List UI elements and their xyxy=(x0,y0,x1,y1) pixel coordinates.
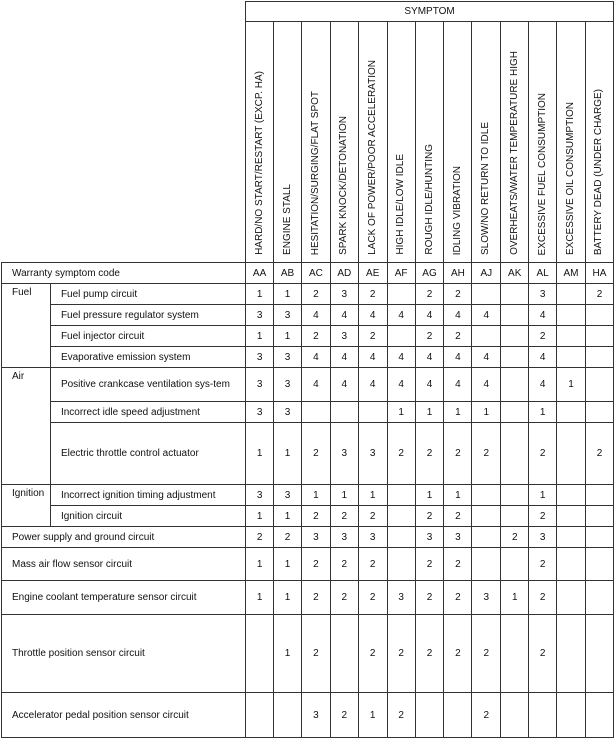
cell: 2 xyxy=(529,506,557,527)
cell xyxy=(501,506,529,527)
cell: 4 xyxy=(415,368,444,402)
row-item: Incorrect idle speed adjustment xyxy=(50,402,245,423)
cell: 1 xyxy=(444,402,472,423)
cell: 2 xyxy=(415,548,444,581)
table-row xyxy=(2,347,614,368)
cell: 2 xyxy=(529,326,557,347)
cell xyxy=(301,402,330,423)
symptom-title: SYMPTOM xyxy=(246,2,614,22)
cell xyxy=(501,305,529,326)
cell: 2 xyxy=(444,423,472,485)
cell: 4 xyxy=(330,368,358,402)
cell xyxy=(472,326,501,347)
cell xyxy=(557,347,586,368)
cell xyxy=(557,693,586,738)
cell xyxy=(330,615,358,693)
cell xyxy=(501,284,529,305)
row-item: Incorrect ignition timing adjustment xyxy=(50,485,245,506)
cell: 3 xyxy=(301,527,330,548)
cell: 2 xyxy=(444,326,472,347)
cell xyxy=(585,402,613,423)
cell: 3 xyxy=(472,581,501,615)
cell: 1 xyxy=(358,693,387,738)
symptom-name-ac: HESITATION/SURGING/FLAT SPOT xyxy=(301,22,330,263)
cell: 4 xyxy=(472,305,501,326)
cell xyxy=(557,506,586,527)
row-item: Fuel injector circuit xyxy=(50,326,245,347)
code-ac: AC xyxy=(301,263,330,284)
cell: 1 xyxy=(415,402,444,423)
code-ah: AH xyxy=(444,263,472,284)
cell: 3 xyxy=(246,485,274,506)
cell xyxy=(585,615,613,693)
table-row xyxy=(2,402,614,423)
cell xyxy=(585,527,613,548)
cell: 1 xyxy=(387,402,415,423)
cell xyxy=(585,506,613,527)
cell: 3 xyxy=(330,284,358,305)
category-air: Air xyxy=(2,368,51,485)
symptom-name-al: EXCESSIVE FUEL CONSUMPTION xyxy=(529,22,557,263)
cell xyxy=(585,347,613,368)
row-item: Fuel pump circuit xyxy=(50,284,245,305)
cell: 2 xyxy=(301,615,330,693)
row-item: Accelerator pedal position sensor circuit xyxy=(2,693,246,738)
cell: 2 xyxy=(472,693,501,738)
cell: 4 xyxy=(415,347,444,368)
cell: 1 xyxy=(246,581,274,615)
symptom-name-ab: ENGINE STALL xyxy=(274,22,302,263)
cell xyxy=(358,402,387,423)
cell xyxy=(585,326,613,347)
cell: 2 xyxy=(444,615,472,693)
cell: 4 xyxy=(358,347,387,368)
cell xyxy=(501,402,529,423)
row-item: Power supply and ground circuit xyxy=(2,527,246,548)
cell: 2 xyxy=(501,527,529,548)
cell: 2 xyxy=(585,423,613,485)
code-ab: AB xyxy=(274,263,302,284)
cell: 3 xyxy=(529,284,557,305)
symptom-name-aj: SLOW/NO RETURN TO IDLE xyxy=(472,22,501,263)
cell: 2 xyxy=(415,326,444,347)
row-item: Mass air flow sensor circuit xyxy=(2,548,246,581)
cell: 1 xyxy=(246,284,274,305)
cell: 1 xyxy=(557,368,586,402)
row-item: Engine coolant temperature sensor circuit xyxy=(2,581,246,615)
cell xyxy=(557,402,586,423)
cell xyxy=(472,284,501,305)
cell: 3 xyxy=(274,402,302,423)
cell: 2 xyxy=(301,581,330,615)
cell xyxy=(501,347,529,368)
cell: 2 xyxy=(358,581,387,615)
code-ak: AK xyxy=(501,263,529,284)
cell xyxy=(472,548,501,581)
cell: 1 xyxy=(246,548,274,581)
cell: 4 xyxy=(387,368,415,402)
symptom-name-ae: LACK OF POWER/POOR ACCELERATION xyxy=(358,22,387,263)
cell: 4 xyxy=(472,368,501,402)
cell: 3 xyxy=(358,423,387,485)
cell: 2 xyxy=(274,527,302,548)
cell xyxy=(557,581,586,615)
table-row xyxy=(2,615,614,693)
cell xyxy=(557,305,586,326)
cell xyxy=(330,402,358,423)
cell: 1 xyxy=(358,485,387,506)
header-corner xyxy=(2,2,246,263)
code-am: AM xyxy=(557,263,586,284)
symptom-name-ha: BATTERY DEAD (UNDER CHARGE) xyxy=(585,22,613,263)
cell xyxy=(387,326,415,347)
cell: 1 xyxy=(274,548,302,581)
code-aa: AA xyxy=(246,263,274,284)
cell: 3 xyxy=(301,693,330,738)
cell xyxy=(501,368,529,402)
cell: 2 xyxy=(529,548,557,581)
cell xyxy=(246,615,274,693)
symptom-name-aa: HARD/NO START/RESTART (EXCP. HA) xyxy=(246,22,274,263)
cell: 4 xyxy=(301,347,330,368)
cell: 2 xyxy=(444,581,472,615)
cell: 4 xyxy=(444,347,472,368)
cell xyxy=(501,485,529,506)
cell: 1 xyxy=(274,615,302,693)
cell: 2 xyxy=(301,548,330,581)
symptom-table xyxy=(1,1,614,738)
cell xyxy=(585,485,613,506)
cell: 4 xyxy=(387,347,415,368)
table-row xyxy=(2,368,614,402)
cell: 2 xyxy=(301,326,330,347)
row-item: Electric throttle control actuator xyxy=(50,423,245,485)
cell: 3 xyxy=(330,423,358,485)
cell: 1 xyxy=(246,423,274,485)
cell xyxy=(472,485,501,506)
cell: 4 xyxy=(529,347,557,368)
symptom-title-row xyxy=(2,2,614,22)
cell: 2 xyxy=(358,615,387,693)
cell: 4 xyxy=(330,347,358,368)
cell: 2 xyxy=(358,506,387,527)
category-ignition: Ignition xyxy=(2,485,51,527)
cell: 2 xyxy=(387,615,415,693)
cell xyxy=(557,527,586,548)
cell: 4 xyxy=(529,368,557,402)
cell: 2 xyxy=(415,581,444,615)
table-row xyxy=(2,305,614,326)
cell: 1 xyxy=(246,326,274,347)
cell: 4 xyxy=(444,305,472,326)
cell: 4 xyxy=(301,368,330,402)
cell: 1 xyxy=(274,326,302,347)
cell xyxy=(387,284,415,305)
cell: 3 xyxy=(246,305,274,326)
cell: 1 xyxy=(301,485,330,506)
cell: 1 xyxy=(274,284,302,305)
cell xyxy=(501,615,529,693)
cell: 1 xyxy=(274,506,302,527)
cell xyxy=(501,326,529,347)
cell: 2 xyxy=(358,326,387,347)
cell: 2 xyxy=(444,284,472,305)
symptom-name-ag: ROUGH IDLE/HUNTING xyxy=(415,22,444,263)
cell xyxy=(585,548,613,581)
cell: 4 xyxy=(529,305,557,326)
cell: 3 xyxy=(246,347,274,368)
cell xyxy=(585,693,613,738)
cell: 3 xyxy=(246,402,274,423)
table-row xyxy=(2,548,614,581)
cell xyxy=(557,615,586,693)
cell: 2 xyxy=(472,423,501,485)
cell: 2 xyxy=(330,548,358,581)
row-item: Throttle position sensor circuit xyxy=(2,615,246,693)
cell xyxy=(501,423,529,485)
cell: 2 xyxy=(585,284,613,305)
cell xyxy=(387,506,415,527)
cell: 2 xyxy=(358,548,387,581)
table-row xyxy=(2,581,614,615)
cell: 3 xyxy=(444,527,472,548)
cell: 4 xyxy=(358,305,387,326)
symptom-name-ah: IDLING VIBRATION xyxy=(444,22,472,263)
cell xyxy=(557,326,586,347)
cell xyxy=(557,423,586,485)
code-ae: AE xyxy=(358,263,387,284)
code-al: AL xyxy=(529,263,557,284)
cell xyxy=(472,506,501,527)
cell xyxy=(501,693,529,738)
cell: 2 xyxy=(246,527,274,548)
cell: 3 xyxy=(415,527,444,548)
cell: 2 xyxy=(301,284,330,305)
cell xyxy=(585,581,613,615)
warranty-code-row xyxy=(2,263,614,284)
cell xyxy=(387,485,415,506)
table-row xyxy=(2,527,614,548)
cell: 2 xyxy=(415,615,444,693)
cell: 4 xyxy=(387,305,415,326)
cell xyxy=(246,693,274,738)
cell: 3 xyxy=(246,368,274,402)
symptom-name-af: HIGH IDLE/LOW IDLE xyxy=(387,22,415,263)
table-row xyxy=(2,326,614,347)
cell: 3 xyxy=(274,368,302,402)
cell xyxy=(529,693,557,738)
code-aj: AJ xyxy=(472,263,501,284)
cell: 2 xyxy=(529,581,557,615)
code-af: AF xyxy=(387,263,415,284)
cell: 1 xyxy=(501,581,529,615)
table-row xyxy=(2,506,614,527)
cell: 1 xyxy=(246,506,274,527)
cell: 4 xyxy=(358,368,387,402)
row-item: Positive crankcase ventilation sys-tem xyxy=(50,368,245,402)
cell xyxy=(387,548,415,581)
cell: 2 xyxy=(444,548,472,581)
cell xyxy=(585,368,613,402)
cell: 2 xyxy=(301,423,330,485)
cell: 4 xyxy=(444,368,472,402)
cell xyxy=(415,693,444,738)
cell: 4 xyxy=(472,347,501,368)
cell: 3 xyxy=(274,347,302,368)
cell: 3 xyxy=(387,581,415,615)
cell: 3 xyxy=(330,326,358,347)
cell: 1 xyxy=(274,423,302,485)
cell: 2 xyxy=(358,284,387,305)
cell: 2 xyxy=(415,506,444,527)
cell: 2 xyxy=(330,506,358,527)
cell: 2 xyxy=(415,423,444,485)
cell: 3 xyxy=(274,305,302,326)
cell: 3 xyxy=(330,527,358,548)
table-row xyxy=(2,284,614,305)
symptom-name-ak: OVERHEATS/WATER TEMPERATURE HIGH xyxy=(501,22,529,263)
code-ha: HA xyxy=(585,263,613,284)
cell: 2 xyxy=(330,693,358,738)
cell: 1 xyxy=(330,485,358,506)
cell xyxy=(387,527,415,548)
cell: 3 xyxy=(274,485,302,506)
cell: 2 xyxy=(387,693,415,738)
table-row xyxy=(2,423,614,485)
cell xyxy=(557,284,586,305)
cell: 1 xyxy=(444,485,472,506)
code-ad: AD xyxy=(330,263,358,284)
cell xyxy=(274,693,302,738)
cell: 1 xyxy=(529,402,557,423)
row-item: Evaporative emission system xyxy=(50,347,245,368)
cell xyxy=(557,485,586,506)
cell: 2 xyxy=(415,284,444,305)
symptom-name-am: EXCESSIVE OIL CONSUMPTION xyxy=(557,22,586,263)
cell xyxy=(585,305,613,326)
cell: 1 xyxy=(472,402,501,423)
cell: 4 xyxy=(330,305,358,326)
cell: 2 xyxy=(301,506,330,527)
cell: 2 xyxy=(444,506,472,527)
cell: 4 xyxy=(301,305,330,326)
cell: 2 xyxy=(529,423,557,485)
cell xyxy=(472,527,501,548)
cell: 3 xyxy=(358,527,387,548)
table-row xyxy=(2,693,614,738)
cell: 3 xyxy=(529,527,557,548)
cell: 2 xyxy=(330,581,358,615)
cell: 1 xyxy=(274,581,302,615)
table-row xyxy=(2,485,614,506)
cell: 1 xyxy=(415,485,444,506)
cell xyxy=(557,548,586,581)
symptom-name-ad: SPARK KNOCK/DETONATION xyxy=(330,22,358,263)
cell: 2 xyxy=(529,615,557,693)
cell xyxy=(444,693,472,738)
cell: 2 xyxy=(472,615,501,693)
cell: 1 xyxy=(529,485,557,506)
code-ag: AG xyxy=(415,263,444,284)
cell xyxy=(501,548,529,581)
cell: 2 xyxy=(387,423,415,485)
row-item: Fuel pressure regulator system xyxy=(50,305,245,326)
cell: 4 xyxy=(415,305,444,326)
row-item: Ignition circuit xyxy=(50,506,245,527)
warranty-code-label: Warranty symptom code xyxy=(2,263,246,284)
category-fuel: Fuel xyxy=(2,284,51,368)
